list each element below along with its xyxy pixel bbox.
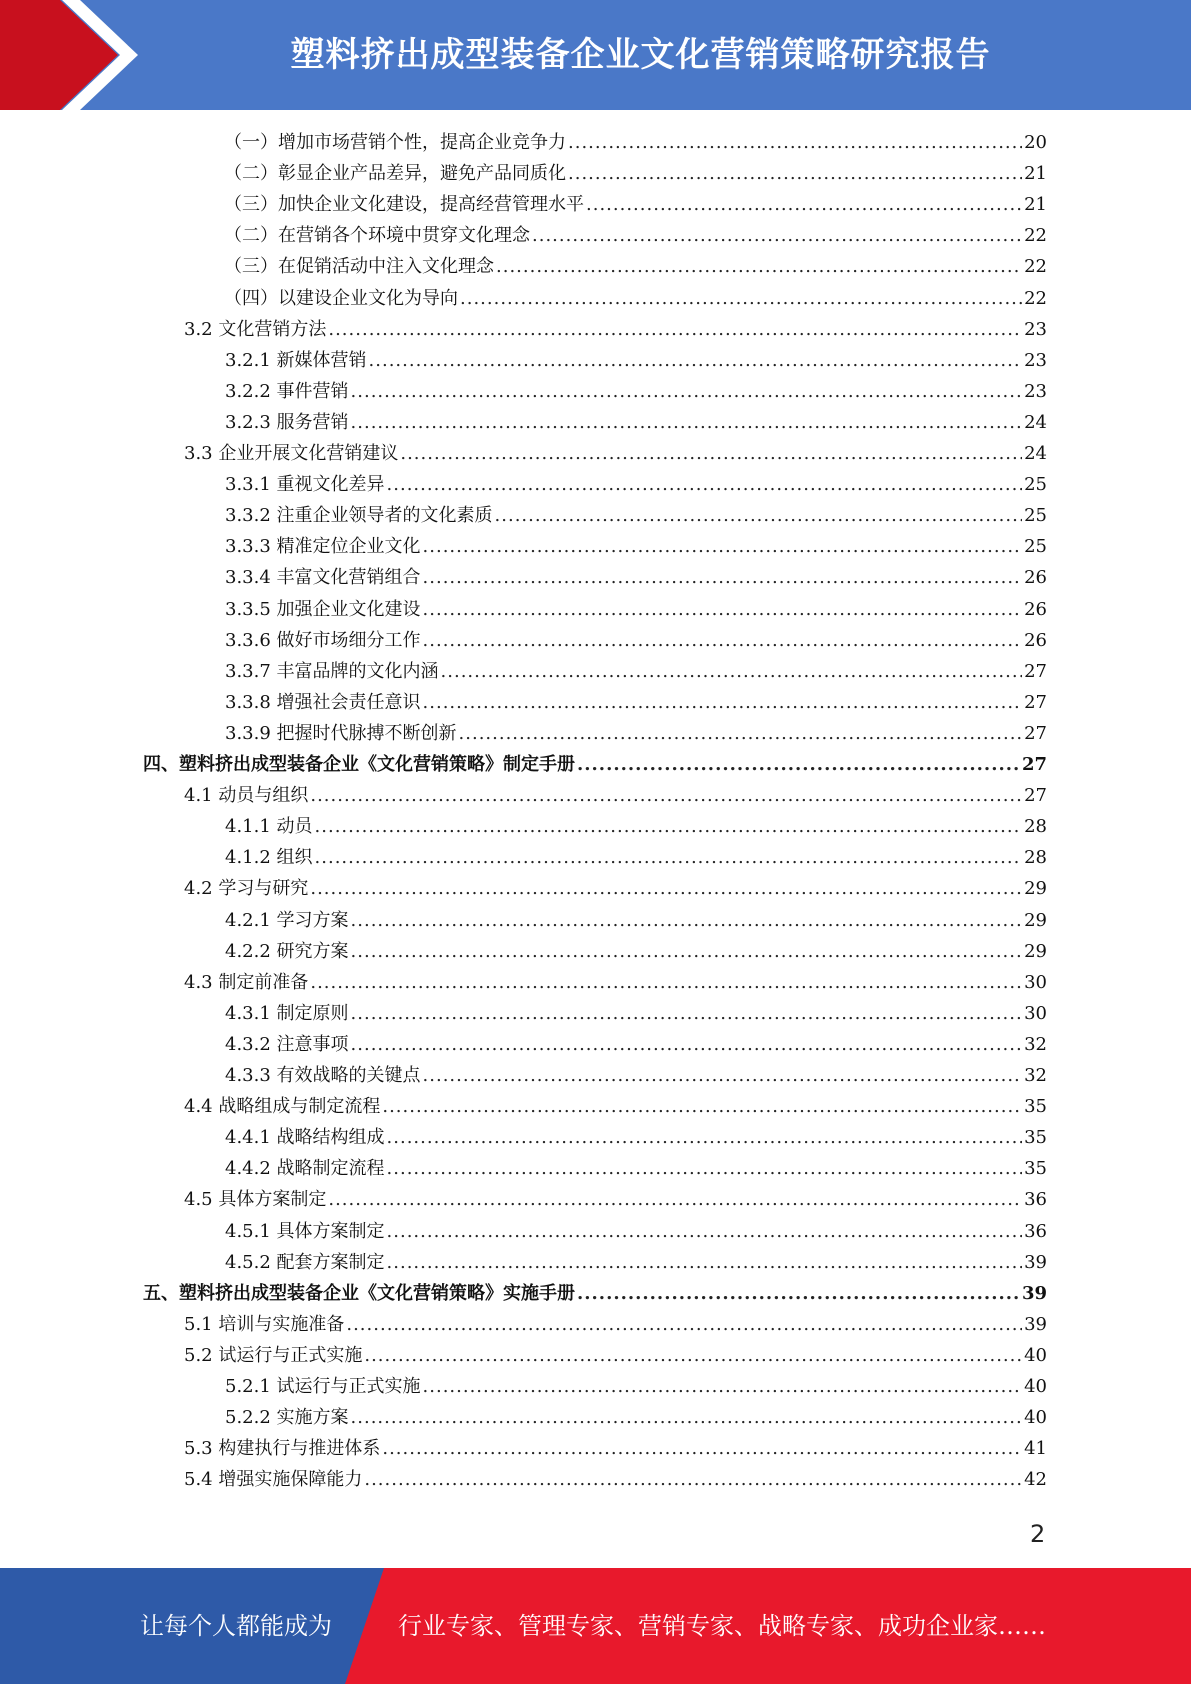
toc-entry-label: （一）增加市场营销个性，提高企业竞争力 (224, 132, 566, 153)
toc-entry-page: 30 (1024, 971, 1047, 993)
toc-entry[interactable] (0, 470, 1047, 501)
toc-entry-page: 29 (1024, 909, 1047, 931)
page-header (0, 0, 1191, 110)
toc-entry-label: 4.3 制定前准备 (184, 971, 309, 993)
toc-entry[interactable] (0, 626, 1047, 657)
toc-entry-page: 27 (1024, 691, 1047, 713)
report-title: 塑料挤出成型装备企业文化营销策略研究报告 (290, 35, 991, 75)
toc-entry-label: 5.2 试运行与正式实施 (184, 1344, 363, 1366)
toc-entry-page: 32 (1024, 1065, 1047, 1086)
toc-entry[interactable] (0, 874, 1047, 905)
toc-entry[interactable] (0, 252, 1047, 283)
toc-entry-label: 4.5.1 具体方案制定 (225, 1220, 385, 1242)
toc-entry-page: 23 (1024, 380, 1047, 402)
toc-leader-dots (423, 536, 1023, 557)
toc-entry[interactable] (0, 1465, 1047, 1496)
toc-leader-dots (460, 288, 1022, 309)
toc-entry-label: 4.1.1 动员 (225, 816, 313, 838)
toc-entry[interactable] (0, 221, 1047, 252)
toc-leader-dots (382, 1438, 1022, 1459)
toc-entry-label: 5.2.1 试运行与正式实施 (225, 1376, 421, 1397)
toc-leader-dots (423, 567, 1023, 588)
toc-leader-dots (315, 847, 1023, 868)
toc-entry-label: 5.4 增强实施保障能力 (184, 1469, 363, 1491)
toc-entry-page: 36 (1024, 1220, 1047, 1242)
toc-entry-page: 39 (1021, 1282, 1047, 1304)
toc-leader-dots (423, 599, 1023, 620)
toc-entry-label: 5.1 培训与实施准备 (184, 1313, 345, 1335)
toc-entry[interactable] (0, 1341, 1047, 1372)
toc-entry-page: 28 (1024, 816, 1047, 838)
toc-entry-page: 40 (1024, 1376, 1047, 1397)
toc-leader-dots (423, 1376, 1023, 1397)
toc-entry[interactable] (0, 657, 1047, 688)
toc-leader-dots (364, 1345, 1022, 1366)
toc-entry-label: （二）在营销各个环境中贯穿文化理念 (224, 225, 530, 247)
toc-entry-label: 3.3.4 丰富文化营销组合 (225, 567, 421, 589)
toc-entry-page: 40 (1024, 1407, 1047, 1429)
toc-entry[interactable] (0, 1123, 1047, 1154)
toc-entry-page: 23 (1024, 349, 1047, 371)
toc-leader-dots (568, 163, 1022, 184)
toc-entry-label: 3.3.9 把握时代脉搏不断创新 (225, 722, 457, 744)
toc-entry-label: 4.2.2 研究方案 (225, 940, 349, 962)
toc-entry-page: 24 (1024, 443, 1047, 464)
toc-entry-page: 27 (1024, 785, 1047, 807)
toc-entry[interactable] (0, 688, 1047, 719)
toc-entry[interactable] (0, 781, 1047, 812)
toc-entry-page: 27 (1021, 754, 1047, 775)
toc-entry-page: 39 (1024, 1313, 1047, 1335)
toc-entry[interactable] (0, 1310, 1047, 1341)
toc-entry[interactable] (0, 999, 1047, 1030)
toc-entry-page: 21 (1024, 163, 1047, 185)
toc-entry-label: （三）在促销活动中注入文化理念 (224, 256, 494, 278)
toc-leader-dots (423, 692, 1023, 713)
toc-entry-page: 35 (1024, 1158, 1047, 1180)
toc-entry-label: 4.2.1 学习方案 (225, 909, 349, 931)
toc-entry-label: 3.3.6 做好市场细分工作 (225, 629, 421, 651)
toc-entry-page: 29 (1024, 878, 1047, 900)
toc-entry-label: 3.3.5 加强企业文化建设 (225, 598, 421, 620)
toc-leader-dots (441, 661, 1023, 682)
toc-entry[interactable] (0, 750, 1047, 781)
page-footer (0, 1568, 1191, 1684)
toc-entry[interactable] (0, 1248, 1047, 1279)
toc-leader-dots (495, 505, 1023, 526)
toc-leader-dots (400, 443, 1022, 464)
toc-entry[interactable] (0, 1092, 1047, 1123)
toc-entry-label: 3.3.7 丰富品牌的文化内涵 (225, 660, 439, 682)
toc-entry[interactable] (0, 190, 1047, 221)
toc-entry-page: 36 (1024, 1189, 1047, 1211)
toc-leader-dots (387, 1252, 1023, 1273)
toc-entry-label: 3.3 企业开展文化营销建议 (184, 443, 399, 464)
toc-entry-label: 4.3.1 制定原则 (225, 1002, 349, 1024)
page-number: 2 (1030, 1520, 1046, 1548)
toc-entry-page: 25 (1024, 505, 1047, 527)
toc-leader-dots (568, 132, 1022, 153)
toc-leader-dots (346, 1314, 1022, 1335)
toc-leader-dots (310, 785, 1022, 806)
toc-entry-label: 3.3.1 重视文化差异 (225, 474, 385, 496)
toc-entry-label: （四）以建设企业文化为导向 (224, 287, 458, 309)
toc-leader-dots (351, 412, 1023, 433)
toc-entry[interactable] (0, 1061, 1047, 1092)
toc-entry-page: 39 (1024, 1251, 1047, 1273)
toc-entry-label: 4.3.3 有效战略的关键点 (225, 1065, 421, 1086)
toc-leader-dots (328, 319, 1022, 340)
toc-entry-page: 25 (1024, 536, 1047, 558)
toc-entry-label: （三）加快企业文化建设，提高经营管理水平 (224, 194, 584, 216)
toc-entry-page: 30 (1024, 1002, 1047, 1024)
toc-entry-page: 21 (1024, 194, 1047, 216)
toc-entry-page: 25 (1024, 474, 1047, 496)
toc-entry-label: 4.5.2 配套方案制定 (225, 1251, 385, 1273)
header-red-arrow (0, 0, 140, 110)
toc-leader-dots (382, 1096, 1022, 1117)
toc-leader-dots (310, 878, 1022, 899)
toc-entry-page: 22 (1024, 225, 1047, 247)
toc-entry[interactable] (0, 1434, 1047, 1465)
toc-entry-label: 3.3.8 增强社会责任意识 (225, 691, 421, 713)
toc-entry-page: 22 (1024, 256, 1047, 278)
toc-entry[interactable] (0, 1217, 1047, 1248)
toc-entry-label: 3.2.2 事件营销 (225, 380, 349, 402)
toc-entry-page: 26 (1024, 567, 1047, 589)
toc-entry-label: 五、塑料挤出成型装备企业《文化营销策略》实施手册 (143, 1282, 575, 1304)
toc-entry[interactable] (0, 377, 1047, 408)
toc-entry[interactable] (0, 1372, 1047, 1403)
toc-entry[interactable] (0, 843, 1047, 874)
toc-entry-label: 4.4 战略组成与制定流程 (184, 1096, 381, 1118)
toc-leader-dots (369, 350, 1023, 371)
toc-entry-page: 41 (1024, 1438, 1047, 1460)
toc-entry[interactable] (0, 501, 1047, 532)
toc-entry[interactable] (0, 346, 1047, 377)
toc-entry-page: 26 (1024, 629, 1047, 651)
toc-entry[interactable] (0, 968, 1047, 999)
toc-entry-page: 32 (1024, 1033, 1047, 1055)
toc-entry-page: 27 (1024, 722, 1047, 744)
toc-entry-label: 4.2 学习与研究 (184, 878, 309, 900)
toc-leader-dots (351, 941, 1023, 962)
toc-leader-dots (387, 1221, 1023, 1242)
toc-entry-label: 4.5 具体方案制定 (184, 1189, 327, 1211)
toc-entry-page: 42 (1024, 1469, 1047, 1491)
toc-entry-label: 4.1.2 组织 (225, 847, 313, 869)
toc-entry[interactable] (0, 812, 1047, 843)
toc-leader-dots (532, 225, 1022, 246)
footer-slogan-right: 行业专家、管理专家、营销专家、战略专家、成功企业家…… (398, 1612, 1046, 1640)
toc-leader-dots (423, 630, 1023, 651)
toc-entry-label: 4.1 动员与组织 (184, 785, 309, 807)
toc-leader-dots (315, 816, 1023, 837)
footer-slogan-left: 让每个人都能成为 (140, 1612, 332, 1640)
toc-entry[interactable] (0, 315, 1047, 346)
toc-entry-label: 3.2.1 新媒体营销 (225, 349, 367, 371)
toc-entry[interactable] (0, 159, 1047, 190)
toc-entry[interactable] (0, 1154, 1047, 1185)
toc-leader-dots (351, 1034, 1023, 1055)
toc-entry[interactable] (0, 937, 1047, 968)
toc-leader-dots (351, 381, 1023, 402)
toc-leader-dots (364, 1469, 1022, 1490)
toc-entry[interactable] (0, 532, 1047, 563)
toc-entry-label: 3.3.2 注重企业领导者的文化素质 (225, 505, 493, 527)
toc-leader-dots (577, 754, 1020, 775)
toc-entry-page: 20 (1024, 132, 1047, 153)
toc-entry-label: 5.2.2 实施方案 (225, 1407, 349, 1429)
toc-entry[interactable] (0, 1030, 1047, 1061)
toc-entry[interactable] (0, 1279, 1047, 1310)
toc-entry[interactable] (0, 128, 1047, 159)
toc-entry-label: 4.3.2 注意事项 (225, 1033, 349, 1055)
toc-entry[interactable] (0, 1185, 1047, 1216)
toc-entry-page: 26 (1024, 598, 1047, 620)
toc-leader-dots (351, 910, 1023, 931)
toc-entry-page: 29 (1024, 940, 1047, 962)
toc-entry-page: 27 (1024, 660, 1047, 682)
toc-leader-dots (577, 1283, 1020, 1304)
toc-entry-page: 28 (1024, 847, 1047, 869)
toc-leader-dots (351, 1003, 1023, 1024)
toc-entry[interactable] (0, 595, 1047, 626)
toc-entry-page: 35 (1024, 1096, 1047, 1118)
toc-leader-dots (328, 1189, 1022, 1210)
toc-entry[interactable] (0, 439, 1047, 470)
toc-entry-label: 四、塑料挤出成型装备企业《文化营销策略》制定手册 (143, 754, 575, 775)
toc-entry[interactable] (0, 719, 1047, 750)
toc-leader-dots (423, 1065, 1023, 1086)
toc-entry-label: 4.4.1 战略结构组成 (225, 1127, 385, 1149)
toc-entry[interactable] (0, 284, 1047, 315)
toc-entry-label: 3.2.3 服务营销 (225, 411, 349, 433)
toc-entry-label: 4.4.2 战略制定流程 (225, 1158, 385, 1180)
toc-leader-dots (387, 1127, 1023, 1148)
toc-leader-dots (459, 723, 1023, 744)
toc-entry[interactable] (0, 408, 1047, 439)
toc-entry-page: 40 (1024, 1344, 1047, 1366)
toc-leader-dots (387, 1158, 1023, 1179)
toc-entry-label: 3.2 文化营销方法 (184, 318, 327, 340)
toc-leader-dots (310, 972, 1022, 993)
toc-leader-dots (496, 256, 1022, 277)
toc-entry-page: 35 (1024, 1127, 1047, 1149)
toc-entry-page: 24 (1024, 411, 1047, 433)
toc-entry-label: 3.3.3 精准定位企业文化 (225, 536, 421, 558)
toc-entry[interactable] (0, 1403, 1047, 1434)
toc-entry-page: 22 (1024, 287, 1047, 309)
toc-leader-dots (351, 1407, 1023, 1428)
toc-entry-page: 23 (1024, 318, 1047, 340)
toc-entry[interactable] (0, 906, 1047, 937)
toc-entry[interactable] (0, 563, 1047, 594)
toc-leader-dots (586, 194, 1022, 215)
toc-entry-label: 5.3 构建执行与推进体系 (184, 1438, 381, 1460)
toc-entry-label: （二）彰显企业产品差异，避免产品同质化 (224, 163, 566, 185)
toc-leader-dots (387, 474, 1023, 495)
